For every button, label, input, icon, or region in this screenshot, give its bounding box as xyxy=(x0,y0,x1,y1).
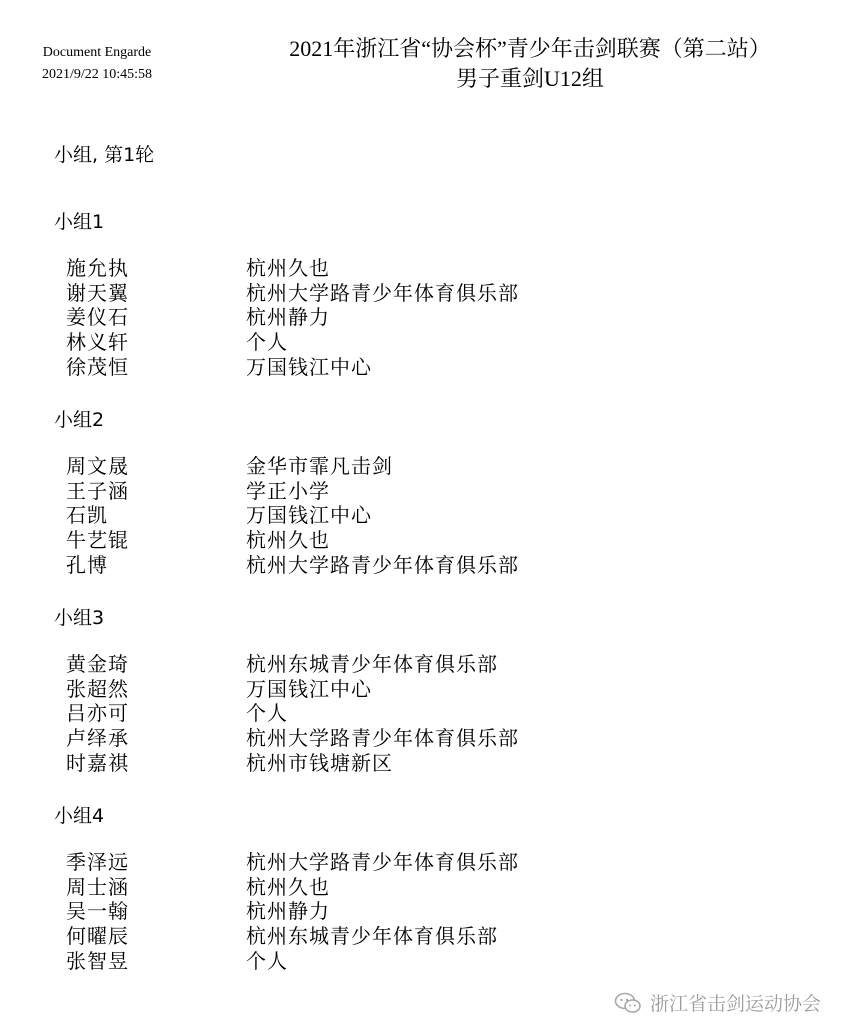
fencer-row xyxy=(54,850,814,875)
fencer-name: 周士涵 xyxy=(66,874,129,899)
fencer-row xyxy=(54,305,814,330)
fencer-name: 张智昱 xyxy=(66,948,129,973)
fencer-club: 杭州市钱塘新区 xyxy=(246,750,393,775)
fencer-club: 个人 xyxy=(246,330,288,355)
fencer-name: 卢绎承 xyxy=(66,726,129,751)
fencer-club: 杭州东城青少年体育俱乐部 xyxy=(246,924,498,949)
pool-2 xyxy=(54,407,814,577)
fencer-name: 吴一翰 xyxy=(66,899,129,924)
fencer-row xyxy=(54,652,814,677)
fencer-name: 姜仪石 xyxy=(66,305,129,330)
fencer-club: 万国钱江中心 xyxy=(246,503,372,528)
pool-fencer-list xyxy=(54,850,814,973)
fencer-club: 杭州久也 xyxy=(246,874,330,899)
fencer-row xyxy=(54,677,814,702)
fencer-club: 杭州久也 xyxy=(246,256,330,280)
fencer-club: 杭州大学路青少年体育俱乐部 xyxy=(246,552,519,577)
fencer-name: 季泽远 xyxy=(66,850,129,874)
fencer-club: 个人 xyxy=(246,701,288,726)
fencer-row xyxy=(54,256,814,281)
pool-title: 小组1 xyxy=(54,211,105,233)
fencer-club: 学正小学 xyxy=(246,478,330,503)
fencer-row xyxy=(54,528,814,553)
event-subtitle: 男子重剑U12组 xyxy=(456,66,604,91)
fencer-row xyxy=(54,503,814,528)
print-timestamp: 2021/9/22 10:45:58 xyxy=(41,67,153,82)
competition-title: 2021年浙江省“协会杯”青少年击剑联赛（第二站） xyxy=(289,36,771,61)
fencer-club: 万国钱江中心 xyxy=(246,676,372,701)
fencer-row xyxy=(54,924,814,949)
fencer-row xyxy=(54,875,814,900)
wechat-watermark xyxy=(614,989,821,1016)
fencer-name: 谢天翼 xyxy=(66,280,129,305)
fencer-name: 林义轩 xyxy=(66,330,129,355)
fencer-club: 万国钱江中心 xyxy=(246,354,372,379)
fencer-row xyxy=(54,553,814,578)
fencer-club: 金华市霏凡击剑 xyxy=(246,454,393,478)
pool-title: 小组2 xyxy=(54,409,105,431)
pool-fencer-list xyxy=(54,652,814,775)
pool-fencer-list xyxy=(54,256,814,379)
pool-3 xyxy=(54,605,814,775)
fencer-row xyxy=(54,751,814,776)
pool-4 xyxy=(54,803,814,973)
fencer-name: 石凯 xyxy=(66,503,108,528)
pool-fencer-list xyxy=(54,454,814,577)
fencer-club: 杭州静力 xyxy=(246,305,330,330)
watermark-text: 浙江省击剑运动协会 xyxy=(649,993,821,1015)
fencer-name: 黄金琦 xyxy=(66,652,129,676)
fencer-row xyxy=(54,330,814,355)
fencer-row xyxy=(54,355,814,380)
fencer-club: 杭州东城青少年体育俱乐部 xyxy=(246,652,498,676)
fencer-name: 张超然 xyxy=(66,676,129,701)
fencer-name: 施允执 xyxy=(66,256,129,280)
fencer-name: 徐茂恒 xyxy=(66,354,129,379)
fencer-club: 杭州大学路青少年体育俱乐部 xyxy=(246,726,519,751)
fencer-name: 何曜辰 xyxy=(66,924,129,949)
fencer-club: 杭州久也 xyxy=(246,528,330,553)
fencer-row xyxy=(54,454,814,479)
fencer-name: 牛艺锟 xyxy=(66,528,129,553)
fencer-club: 个人 xyxy=(246,948,288,973)
pool-title: 小组4 xyxy=(54,805,105,827)
fencer-name: 孔博 xyxy=(66,552,108,577)
fencer-name: 时嘉祺 xyxy=(66,750,129,775)
fencer-club: 杭州大学路青少年体育俱乐部 xyxy=(246,850,519,874)
document-meta xyxy=(22,42,172,86)
round-label: 小组, 第1轮 xyxy=(54,144,155,166)
fencer-row xyxy=(54,281,814,306)
fencer-name: 王子涵 xyxy=(66,478,129,503)
fencer-club: 杭州静力 xyxy=(246,899,330,924)
document-title-block xyxy=(230,34,830,94)
pool-title: 小组3 xyxy=(54,607,105,629)
pool-1 xyxy=(54,209,814,379)
fencer-name: 周文晟 xyxy=(66,454,129,478)
fencer-name: 吕亦可 xyxy=(66,701,129,726)
fencer-row xyxy=(54,701,814,726)
fencer-row xyxy=(54,899,814,924)
fencer-row xyxy=(54,479,814,504)
software-name: Document Engarde xyxy=(42,45,152,60)
fencer-row xyxy=(54,726,814,751)
wechat-icon xyxy=(614,992,642,1014)
fencer-club: 杭州大学路青少年体育俱乐部 xyxy=(246,280,519,305)
fencer-row xyxy=(54,949,814,974)
